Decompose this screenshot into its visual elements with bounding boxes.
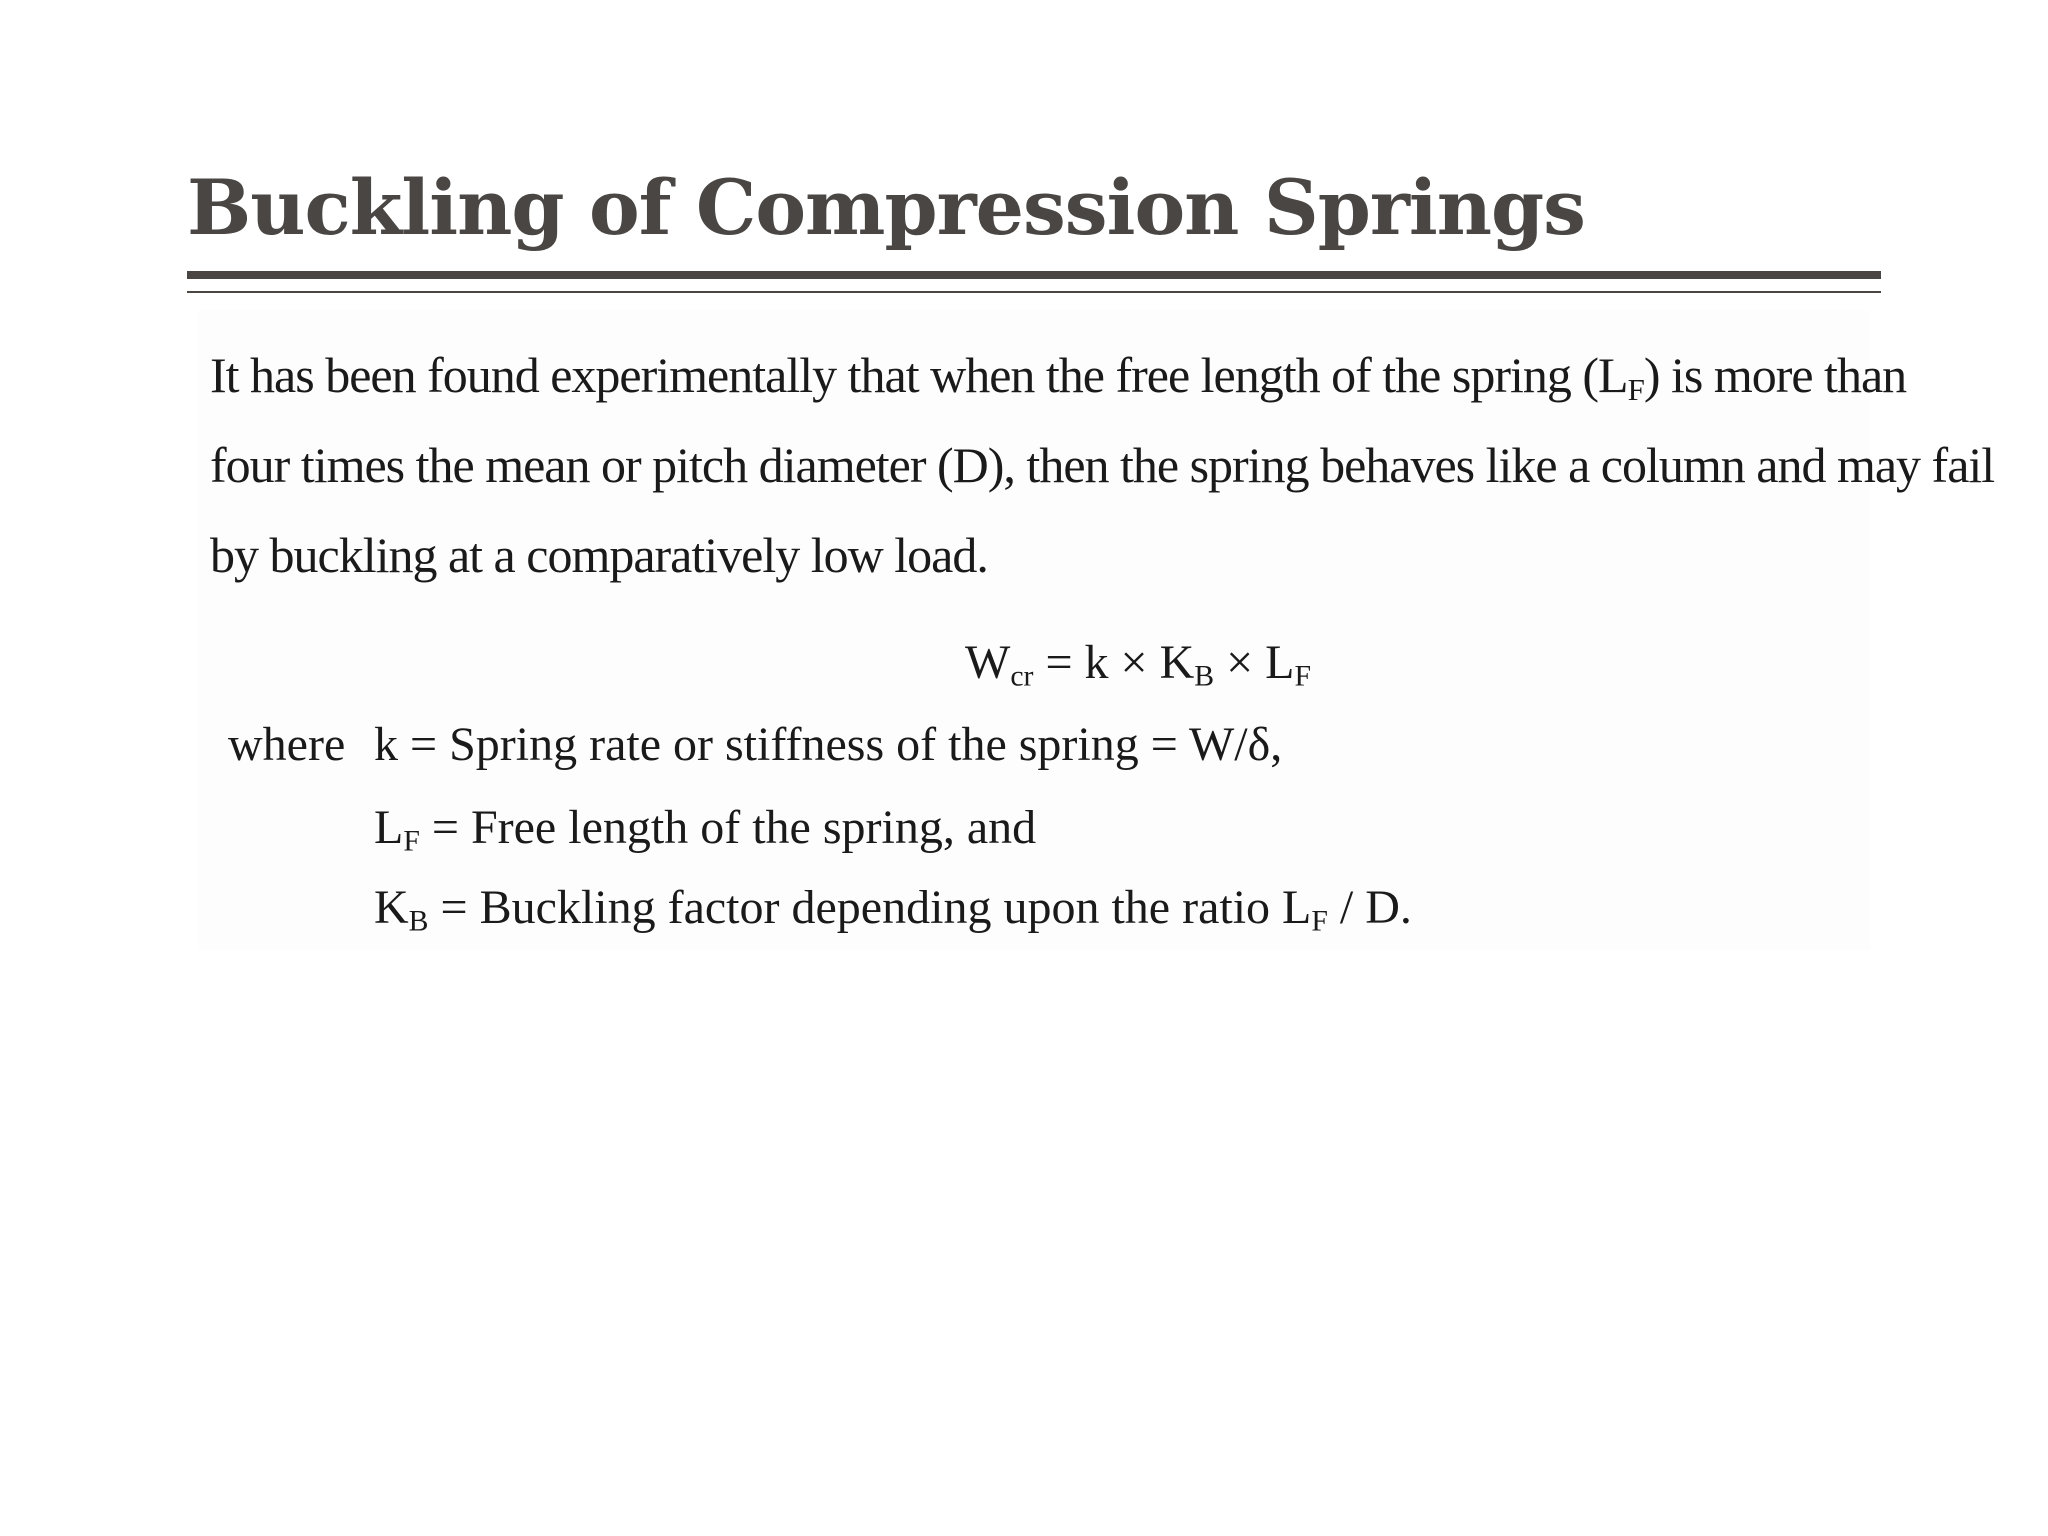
title-underline-thin — [187, 291, 1881, 293]
formula-part-1: = k × K — [1033, 636, 1195, 689]
critical-load-formula — [965, 633, 1311, 693]
subscript-f: F — [1627, 371, 1644, 407]
definition-lf — [374, 798, 1036, 858]
paragraph-line-3: by buckling at a comparatively low load. — [210, 527, 988, 583]
formula-w: W — [965, 636, 1011, 689]
definition-k: k = Spring rate or stiffness of the spring = W/δ, — [374, 718, 1283, 771]
definition-kb-symbol: K — [374, 881, 409, 934]
formula-w-subscript: cr — [1010, 659, 1034, 693]
paragraph-line-1-text-a: It has been found experimentally that when the free length of the spring (L — [210, 347, 1628, 403]
definition-lf-symbol: L — [374, 801, 404, 854]
paragraph-line-2: four times the mean or pitch diameter (D), then the spring behaves like a column and may fail — [210, 437, 1995, 493]
definition-lf-text: = Free length of the spring, and — [419, 801, 1037, 854]
intro-paragraph — [210, 330, 1995, 600]
formula-part-2: × L — [1214, 636, 1295, 689]
definition-kb-ratio-subscript: F — [1311, 904, 1328, 938]
where-label: where — [228, 718, 346, 771]
formula-lf-subscript: F — [1294, 659, 1312, 693]
title-underline-thick — [187, 271, 1881, 279]
slide-title: Buckling of Compression Springs — [187, 163, 1585, 252]
formula-kb-subscript: B — [1194, 659, 1215, 693]
definition-kb-text-b: / D. — [1327, 881, 1412, 934]
definition-kb — [374, 878, 1412, 938]
definition-kb-text-a: = Buckling factor depending upon the ratio L — [428, 881, 1312, 934]
definition-kb-subscript: B — [408, 904, 429, 938]
paragraph-line-1 — [210, 330, 1907, 420]
paragraph-line-1-text-b: ) is more than — [1643, 347, 1907, 403]
definition-lf-subscript: F — [403, 824, 420, 858]
